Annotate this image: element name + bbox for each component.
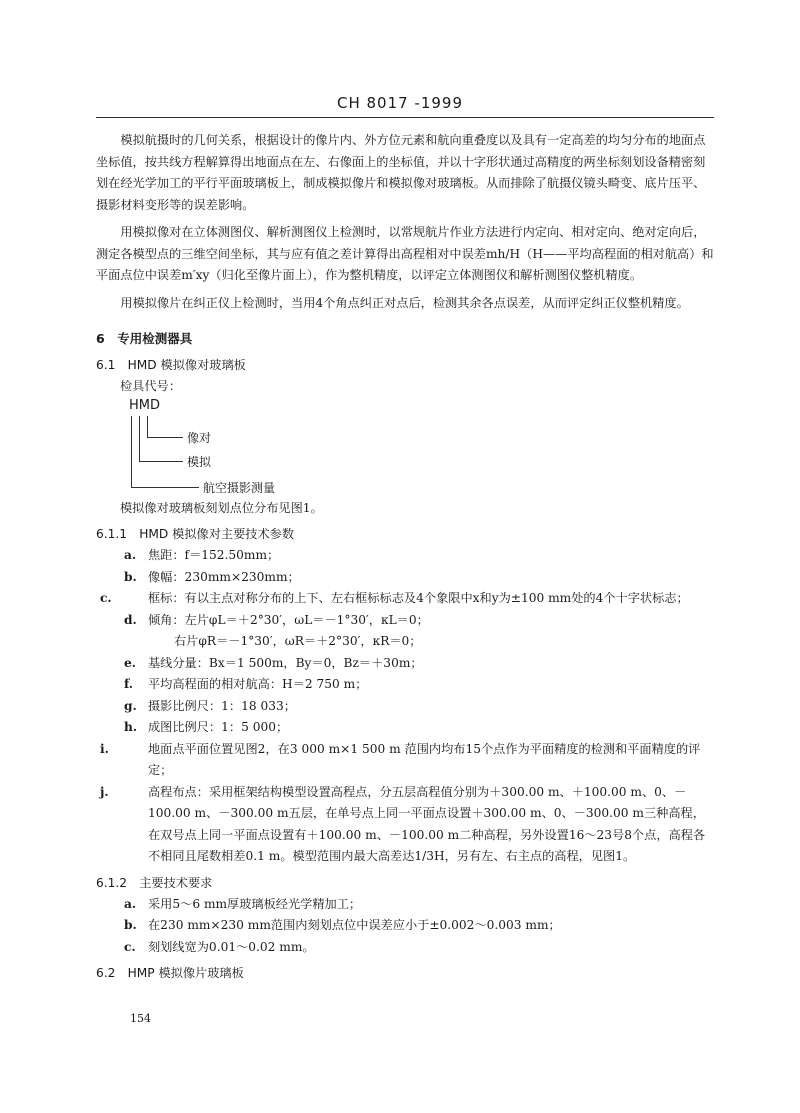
code-part-label: 像对 <box>187 430 212 445</box>
paragraph-3: 用模拟像片在纠正仪上检测时，当用4个角点纠正对点后，检测其余各点误差，从而评定纠正仪整机精度。 <box>120 295 689 310</box>
section-6-1-title: 6.1 HMD 模拟像对玻璃板 <box>96 358 246 372</box>
list-item: g. 摄影比例尺：1：18 033； <box>124 698 296 713</box>
code-line <box>139 461 183 462</box>
code-part-label: 模拟 <box>187 454 212 469</box>
list-item: c. 框标：有以主点对称分布的上下、左右框标标志及4个象限中x和y为±100 mm处的4个十字状标志； <box>100 591 689 605</box>
code-line <box>131 487 199 488</box>
list-item: i. 地面点平面位置见图2，在3 000 m×1 500 m 范围内均布15个点作为平面精度的检测和平面精度的评定； <box>100 741 701 777</box>
list-item: h. 成图比例尺：1：5 000； <box>124 720 289 734</box>
list-item: d. 倾角：左片φL＝＋2°30′，ωL＝－1°30′，κL＝0； <box>124 612 429 627</box>
section-6-title: 6 专用检测器具 <box>96 331 193 346</box>
code-part-label: 航空摄影测量 <box>203 480 276 495</box>
list-item: b. 在230 mm×230 mm范围内刻划点位中误差应小于±0.002～0.003 mm； <box>124 918 561 932</box>
header-rule <box>96 117 714 118</box>
paragraph-1: 模拟航摄时的几何关系，根据设计的像片内、外方位元素和航向重叠度以及具有一定高差的均匀分布的地面点坐标值，按共线方程解算得出地面点在左、右像面上的坐标值，并以十字形状通过高精度的两坐标刻划设备精密刻划在经光学加工的平行平面玻璃板上，制成模拟像片和模拟像对玻璃板。从而排除了航摄仪镜头畸变、底片压平、摄影材料变形等的误差影响。 <box>96 133 706 212</box>
code-text: HMD <box>129 397 161 413</box>
list-item: f. 平均高程面的相对航高：H＝2 750 m； <box>124 677 368 691</box>
code-label: 检具代号： <box>120 379 181 393</box>
list-item: b. 像幅：230mm×230mm； <box>124 569 300 584</box>
list-item: c. 刻划线宽为0.01～0.02 mm。 <box>124 939 315 954</box>
list-item: a. 采用5～6 mm厚玻璃板经光学精加工； <box>124 896 362 911</box>
paragraph-2: 用模拟像对在立体测图仪、解析测图仪上检测时，以常规航片作业方法进行内定向、相对定向、绝对定向后，测定各模型点的三维空间坐标，其与应有值之差计算得出高程相对中误差mh/H（H——平均高程面的相对航高）和平面点位中误差m′xy（归化至像片面上），作为整机精度，以评定立体测图仪和解析测图仪整机精度。 <box>96 225 714 282</box>
code-line <box>147 437 183 438</box>
section-6-2-title: 6.2 HMP 模拟像片玻璃板 <box>96 966 244 980</box>
code-line <box>139 416 140 462</box>
list-item: j. 高程布点：采用框架结构模型设置高程点，分五层高程值分别为＋300.00 m、＋100.00 m、0、－100.00 m、－300.00 m五层，在单号点上同一平面点设置＋300.00 m、0、－300.00 m三种高程，在双号点上同一平面点设置有＋100.00 m、－100.00 m二种高程，另外设置16～23号8个点，高程各不相同且尾数相差0.1 m。模型范围内最大高差达1/3H，另有左、右主点的高程，见图1。 <box>100 784 706 863</box>
code-line <box>131 416 132 488</box>
page-header: CH 8017 -1999 <box>336 94 464 112</box>
page-number: 154 <box>130 1012 151 1025</box>
figure-note: 模拟像对玻璃板刻划点位分布见图1。 <box>120 500 323 515</box>
list-item: e. 基线分量：Bx＝1 500m，By＝0，Bz＝＋30m； <box>124 655 423 670</box>
code-line <box>147 416 148 438</box>
document-body <box>96 130 714 984</box>
list-item: a. 焦距：f＝152.50mm； <box>124 548 280 562</box>
code-diagram <box>129 398 714 498</box>
section-6-1-2-title: 6.1.2 主要技术要求 <box>96 875 213 890</box>
section-6-1-1-title: 6.1.1 HMD 模拟像对主要技术参数 <box>96 527 295 541</box>
list-item: 右片φR＝－1°30′，ωR＝＋2°30′，κR＝0； <box>174 634 422 648</box>
